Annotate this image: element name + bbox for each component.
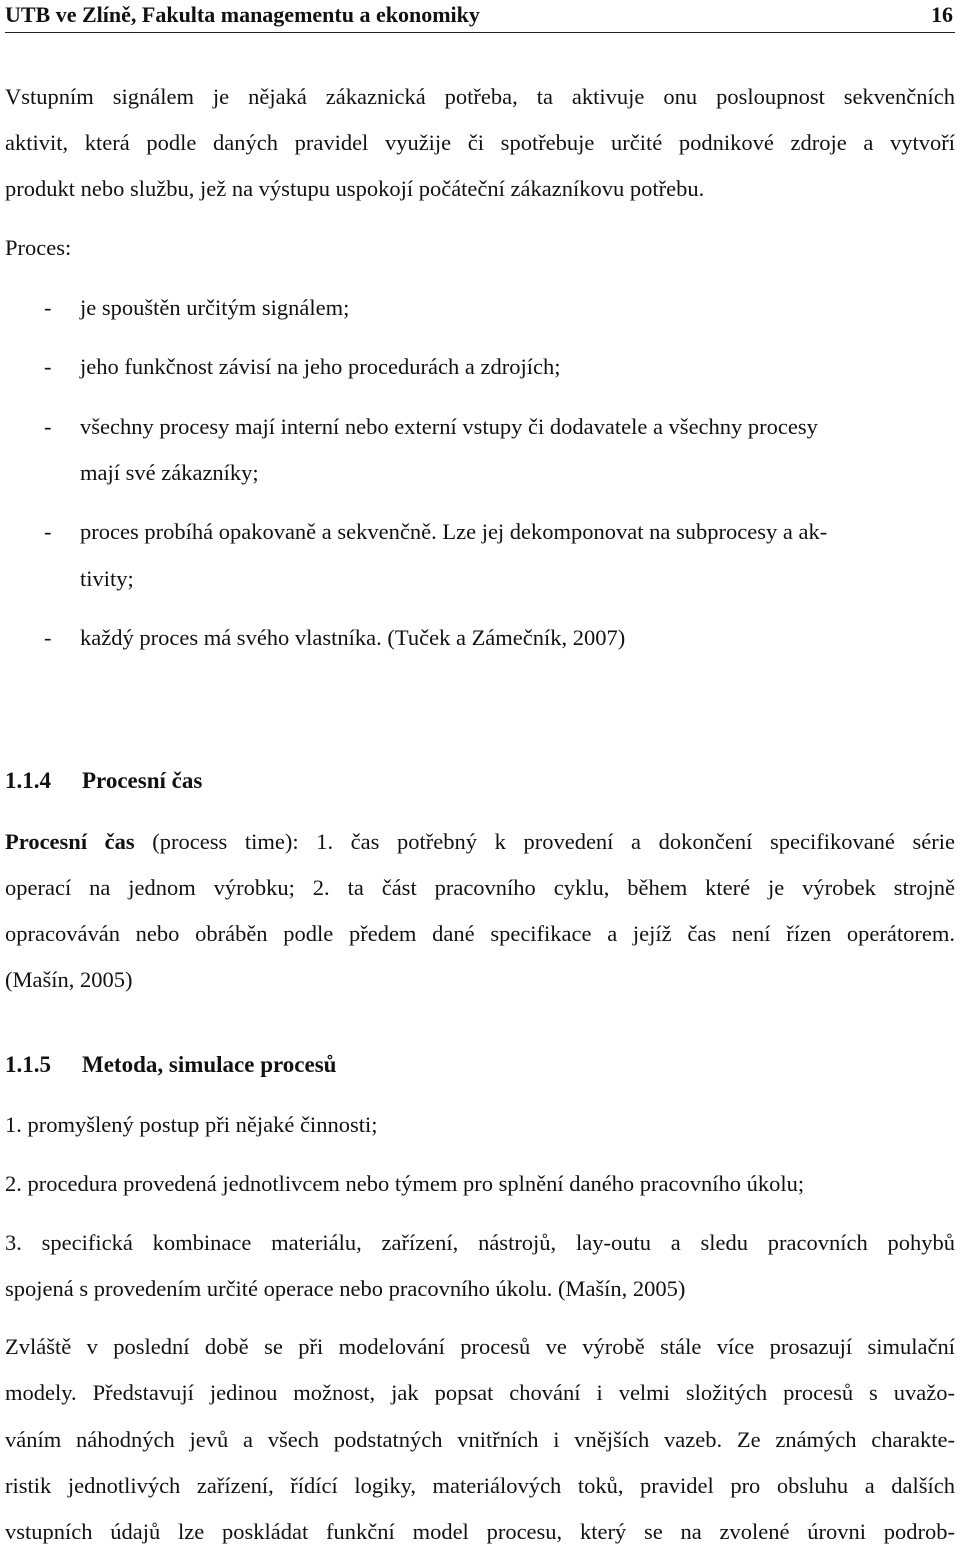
bullet-dash: - bbox=[44, 295, 52, 320]
bullet-text: proces probíhá opakovaně a sekvenčně. Lze jej dekomponovat na subprocesy a ak- bbox=[80, 519, 828, 544]
bullet-dash: - bbox=[44, 519, 52, 544]
section-title: Metoda, simulace procesů bbox=[82, 1052, 337, 1077]
numbered-item: 1. promyšlený postup při nějaké činnosti; bbox=[5, 1112, 378, 1137]
term-definition: (process time): 1. čas potřebný k provedení a dokončení specifikované série bbox=[134, 829, 955, 854]
page-number: 16 bbox=[931, 2, 953, 27]
numbered-item: 2. procedura provedená jednotlivcem nebo týmem pro splnění daného pracovního úkolu; bbox=[5, 1171, 805, 1196]
numbered-item-continuation: spojená s provedením určité operace nebo pracovního úkolu. (Mašín, 2005) bbox=[5, 1276, 686, 1301]
section-number: 1.1.4 bbox=[5, 768, 51, 793]
bullet-text: všechny procesy mají interní nebo externí vstupy či dodavatele a všechny procesy bbox=[80, 414, 818, 439]
numbered-item: 3. specifická kombinace materiálu, zařízení, nástrojů, lay-outu a sledu pracovních pohybů bbox=[5, 1230, 955, 1255]
paragraph-line: opracováván nebo obráběn podle předem dané specifikace a jejíž čas není řízen operátorem. bbox=[5, 921, 955, 946]
paragraph-line: modely. Představují jedinou možnost, jak popsat chování i velmi složitých procesů s uvažo- bbox=[5, 1380, 955, 1405]
page-header bbox=[5, 0, 955, 33]
bullet-dash: - bbox=[44, 414, 52, 439]
bullet-text: jeho funkčnost závisí na jeho procedurách a zdrojích; bbox=[80, 354, 561, 379]
bullet-continuation: tivity; bbox=[80, 566, 134, 591]
section-title: Procesní čas bbox=[82, 768, 203, 793]
paragraph-line bbox=[5, 827, 955, 857]
proces-label: Proces: bbox=[5, 235, 72, 260]
term-bold: Procesní čas bbox=[5, 829, 135, 854]
header-title: UTB ve Zlíně, Fakulta managementu a ekonomiky bbox=[5, 2, 480, 27]
paragraph-line: ristik jednotlivých zařízení, řídící logiky, materiálových toků, pravidel pro obsluhu a dalších bbox=[5, 1473, 955, 1498]
bullet-dash: - bbox=[44, 625, 52, 650]
paragraph-line: (Mašín, 2005) bbox=[5, 967, 133, 992]
bullet-text: každý proces má svého vlastníka. (Tuček a Zámečník, 2007) bbox=[80, 625, 626, 650]
bullet-dash: - bbox=[44, 354, 52, 379]
section-number: 1.1.5 bbox=[5, 1052, 51, 1077]
intro-line: Vstupním signálem je nějaká zákaznická potřeba, ta aktivuje onu posloupnost sekvenčních bbox=[5, 84, 955, 109]
bullet-continuation: mají své zákazníky; bbox=[80, 460, 259, 485]
paragraph-line: váním náhodných jevů a všech podstatných vnitřních i vnějších vazeb. Ze známých charakte- bbox=[5, 1427, 955, 1452]
bullet-text: je spouštěn určitým signálem; bbox=[80, 295, 350, 320]
paragraph-line: vstupních údajů lze poskládat funkční model procesu, který se na zvolené úrovni podrob- bbox=[5, 1519, 955, 1544]
paragraph-line: Zvláště v poslední době se při modelování procesů ve výrobě stále více prosazují simulační bbox=[5, 1334, 955, 1359]
intro-line: aktivit, která podle daných pravidel využije či spotřebuje určité podnikové zdroje a vytvoří bbox=[5, 130, 955, 155]
intro-line: produkt nebo službu, jež na výstupu uspokojí počáteční zákazníkovu potřebu. bbox=[5, 176, 705, 201]
paragraph-line: operací na jednom výrobku; 2. ta část pracovního cyklu, během které je výrobek strojně bbox=[5, 875, 955, 900]
